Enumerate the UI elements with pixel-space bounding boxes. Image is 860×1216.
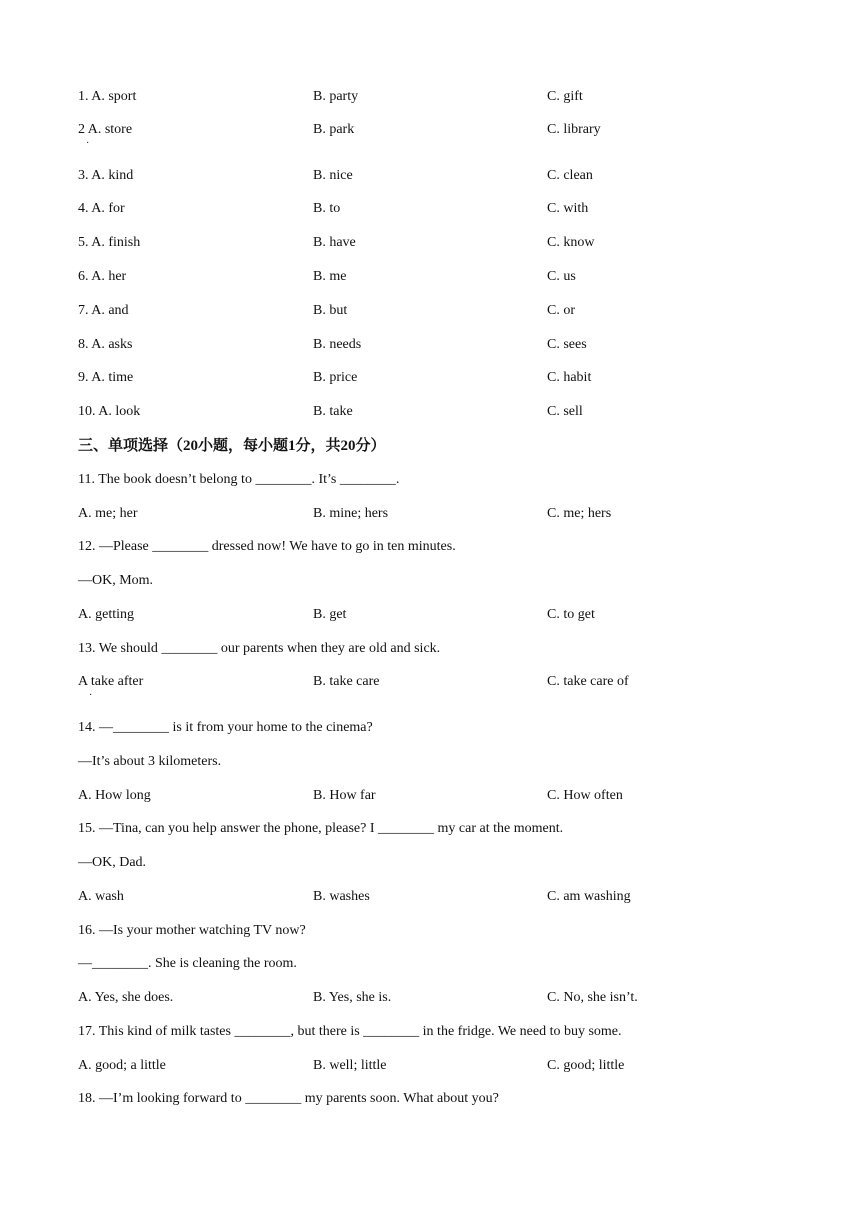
option-b: B. to (313, 201, 341, 216)
option-a: 6. A. her (78, 269, 127, 284)
option-c: C. good; little (547, 1058, 625, 1073)
question-text: 17. This kind of milk tastes ________, but there is ________ in the fridge. We need to buy some. (78, 1024, 622, 1039)
option-c: C. sell (547, 404, 583, 419)
cloze-option-row (0, 88, 860, 106)
question-text: 13. We should ________ our parents when they are old and sick. (78, 641, 441, 656)
cloze-option-row (0, 121, 860, 139)
option-c: C. to get (547, 607, 595, 622)
question-options (0, 606, 860, 624)
option-a: A. wash (78, 889, 124, 904)
question-options (0, 989, 860, 1007)
cloze-option-row (0, 403, 860, 421)
option-a: 3. A. kind (78, 168, 134, 183)
option-a: 7. A. and (78, 303, 129, 318)
option-c: C. us (547, 269, 576, 284)
option-b: B. mine; hers (313, 506, 389, 521)
option-c: C. me; hers (547, 506, 612, 521)
option-b: B. have (313, 235, 356, 250)
option-b: B. take (313, 404, 353, 419)
cloze-option-row (0, 369, 860, 387)
question-options (0, 787, 860, 805)
option-b: B. well; little (313, 1058, 387, 1073)
question-text: 11. The book doesn’t belong to ________. It’s ________. (78, 472, 400, 487)
cloze-option-row (0, 200, 860, 218)
question-text: 18. —I’m looking forward to ________ my parents soon. What about you? (78, 1091, 499, 1106)
cloze-option-row (0, 336, 860, 354)
option-a: A. me; her (78, 506, 138, 521)
option-c: C. habit (547, 370, 592, 385)
option-b: B. washes (313, 889, 370, 904)
option-c: C. take care of (547, 674, 629, 689)
question-text: 14. —________ is it from your home to the cinema? (78, 720, 373, 735)
option-c: C. am washing (547, 889, 631, 904)
option-b: B. but (313, 303, 348, 318)
question-options (0, 673, 860, 691)
option-b: B. take care (313, 674, 380, 689)
option-a: 4. A. for (78, 201, 125, 216)
option-b: B. How far (313, 788, 376, 803)
option-c: C. How often (547, 788, 623, 803)
question-reply: —It’s about 3 kilometers. (78, 754, 222, 769)
option-c: C. know (547, 235, 595, 250)
option-c: C. library (547, 122, 601, 137)
option-a: 10. A. look (78, 404, 141, 419)
option-a: 2 A. store (78, 122, 133, 137)
cloze-option-row (0, 234, 860, 252)
option-a: A. How long (78, 788, 151, 803)
question-options (0, 505, 860, 523)
question-reply: —OK, Dad. (78, 855, 147, 870)
option-a: A take after (78, 674, 144, 689)
option-a: 5. A. finish (78, 235, 141, 250)
option-b: B. needs (313, 337, 362, 352)
question-reply: —________. She is cleaning the room. (78, 956, 297, 971)
question-text: 16. —Is your mother watching TV now? (78, 923, 306, 938)
option-c: C. clean (547, 168, 593, 183)
cloze-option-row (0, 302, 860, 320)
option-c: C. sees (547, 337, 587, 352)
cloze-option-row (0, 167, 860, 185)
option-b: B. party (313, 89, 359, 104)
option-a: A. Yes, she does. (78, 990, 174, 1005)
question-options (0, 888, 860, 906)
option-c: C. or (547, 303, 575, 318)
question-reply: —OK, Mom. (78, 573, 154, 588)
question-text: 12. —Please ________ dressed now! We have to go in ten minutes. (78, 539, 456, 554)
option-b: B. Yes, she is. (313, 990, 392, 1005)
option-a: 8. A. asks (78, 337, 133, 352)
option-c: C. gift (547, 89, 583, 104)
option-b: B. me (313, 269, 347, 284)
question-text: 15. —Tina, can you help answer the phone, please? I ________ my car at the moment. (78, 821, 564, 836)
option-b: B. get (313, 607, 347, 622)
option-b: B. park (313, 122, 355, 137)
option-a: A. good; a little (78, 1058, 166, 1073)
section-heading: 三、单项选择（20小题，每小题1分，共20分） (78, 438, 386, 454)
option-b: B. nice (313, 168, 353, 183)
option-b: B. price (313, 370, 358, 385)
option-a: 1. A. sport (78, 89, 137, 104)
option-c: C. No, she isn’t. (547, 990, 638, 1005)
question-options (0, 1057, 860, 1075)
option-a: A. getting (78, 607, 134, 622)
stray-dot-mark: · (89, 690, 93, 701)
cloze-option-row (0, 268, 860, 286)
option-c: C. with (547, 201, 589, 216)
stray-dot-mark: · (86, 138, 90, 149)
option-a: 9. A. time (78, 370, 134, 385)
